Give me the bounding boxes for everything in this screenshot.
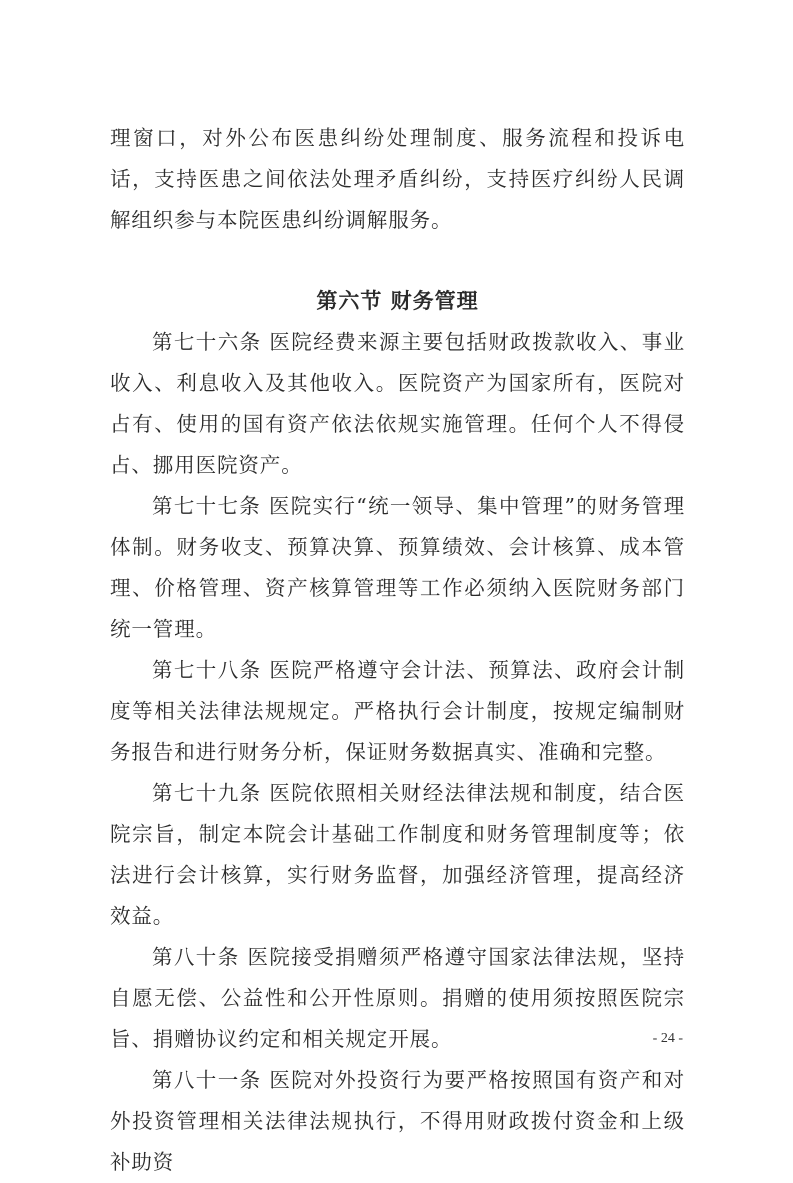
section-title: 第六节 财务管理 [316, 289, 479, 313]
article-78: 第七十八条 医院严格遵守会计法、预算法、政府会计制度等相关法律法规规定。严格执行会计制度，按规定编制财务报告和进行财务分析，保证财务数据真实、准确和完整。 [110, 658, 685, 764]
paragraph-continuation: 理窗口，对外公布医患纠纷处理制度、服务流程和投诉电话，支持医患之间依法处理矛盾纠纷，支持医疗纠纷人民调解组织参与本院医患纠纷调解服务。 [110, 126, 685, 232]
article-81: 第八十一条 医院对外投资行为要严格按照国有资产和对外投资管理相关法律法规执行，不得用财政拨付资金和上级补助资 [110, 1068, 685, 1174]
article-79: 第七十九条 医院依照相关财经法律法规和制度，结合医院宗旨，制定本院会计基础工作制度和财务管理制度等；依法进行会计核算，实行财务监督，加强经济管理，提高经济效益。 [110, 781, 685, 928]
page-number: - 24 - [652, 1031, 683, 1046]
article-80: 第八十条 医院接受捐赠须严格遵守国家法律法规，坚持自愿无偿、公益性和公开性原则。捐赠的使用须按照医院宗旨、捐赠协议约定和相关规定开展。 [110, 945, 685, 1051]
article-76: 第七十六条 医院经费来源主要包括财政拨款收入、事业收入、利息收入及其他收入。医院资产为国家所有，医院对占有、使用的国有资产依法依规实施管理。任何个人不得侵占、挪用医院资产。 [110, 330, 685, 477]
document-body [110, 118, 685, 1183]
article-77: 第七十七条 医院实行“统一领导、集中管理”的财务管理体制。财务收支、预算决算、预算绩效、会计核算、成本管理、价格管理、资产核算管理等工作必须纳入医院财务部门统一管理。 [110, 494, 685, 641]
